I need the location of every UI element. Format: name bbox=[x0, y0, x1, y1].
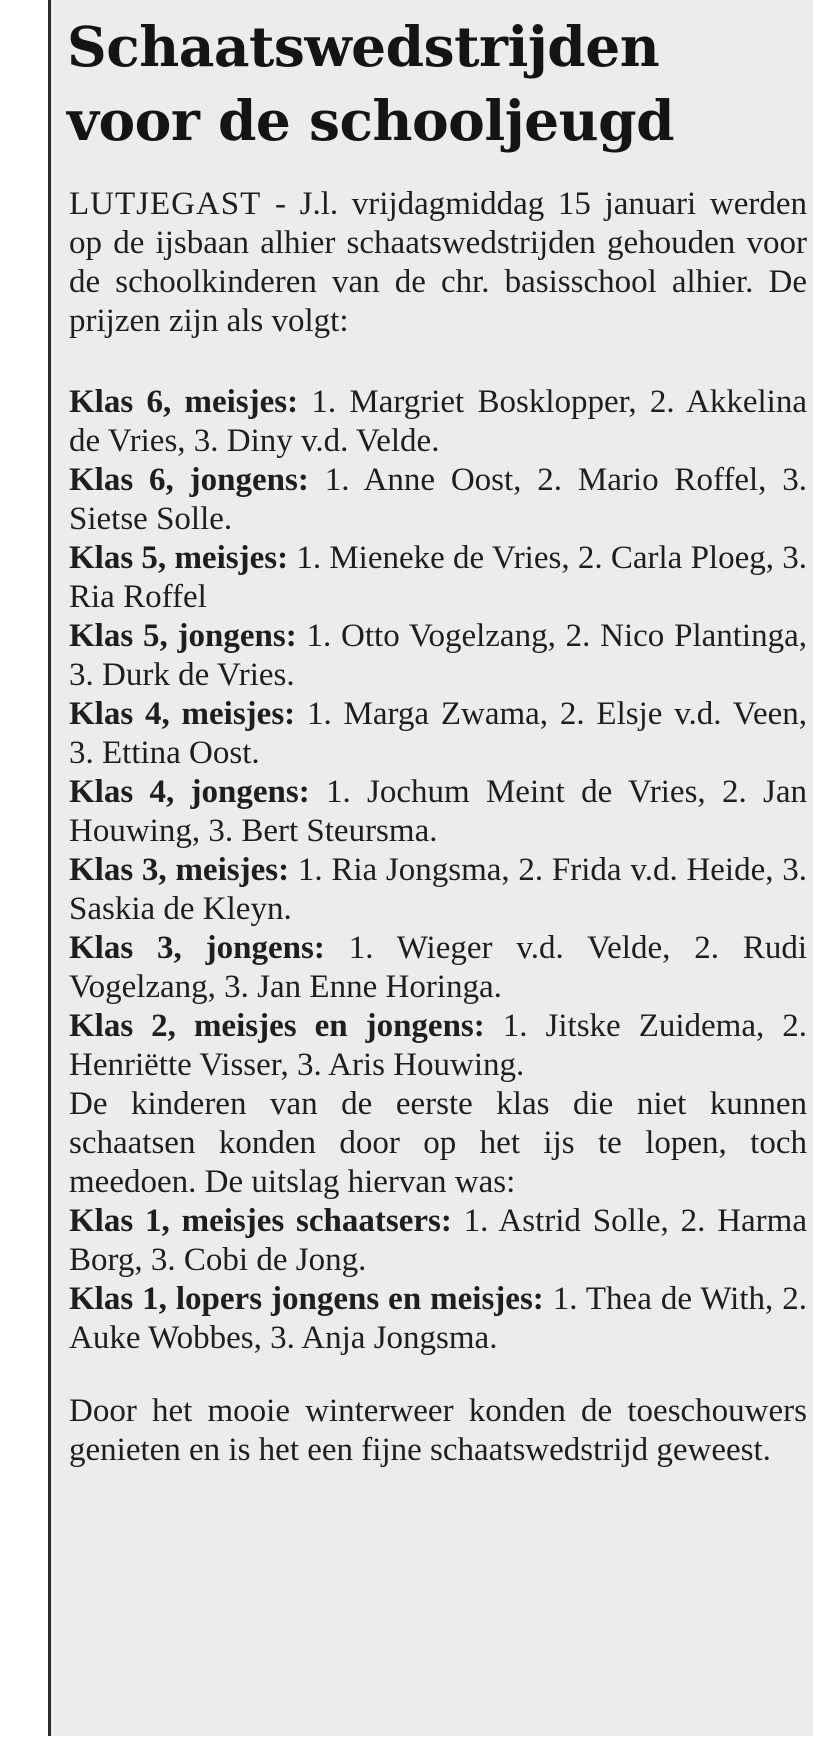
result-category: Klas 5, jongens: bbox=[69, 618, 297, 654]
result-category: Klas 1, lopers jongens en meisjes: bbox=[69, 1281, 544, 1317]
result-category: Klas 6, meisjes: bbox=[69, 384, 299, 420]
intro-text: - J.l. vrijdagmiddag 15 januari werden op de ijsbaan alhier schaatswedstrijden gehouden voor de schoolkinderen van de chr. basisschool alhier. De prijzen zijn als volgt: bbox=[69, 186, 807, 339]
result-winners: 1. Wieger v.d. Velde, 2. Rudi Vogelzang, 3. Jan Enne Horinga. bbox=[69, 930, 807, 1005]
article-headline: Schaatswedstrijden voor de schooljeugd bbox=[67, 14, 675, 153]
article-intro bbox=[69, 185, 807, 341]
result-category: Klas 4, jongens: bbox=[69, 774, 310, 810]
result-klas-4-jongens bbox=[69, 773, 807, 851]
result-klas-1-schaatsers bbox=[69, 1202, 807, 1280]
result-winners: 1. Thea de With, 2. Auke Wobbes, 3. Anja Jongsma. bbox=[69, 1281, 807, 1356]
newspaper-clipping bbox=[48, 0, 813, 1736]
result-klas-3-meisjes bbox=[69, 851, 807, 929]
result-klas-5-meisjes bbox=[69, 539, 807, 617]
result-category: Klas 3, meisjes: bbox=[69, 852, 290, 888]
result-category: Klas 4, meisjes: bbox=[69, 696, 296, 732]
result-winners: 1. Astrid Solle, 2. Harma Borg, 3. Cobi de Jong. bbox=[69, 1203, 807, 1278]
result-klas-5-jongens bbox=[69, 617, 807, 695]
result-category: Klas 6, jongens: bbox=[69, 462, 309, 498]
article-body bbox=[69, 185, 807, 1470]
result-winners: 1. Mieneke de Vries, 2. Carla Ploeg, 3. Ria Roffel bbox=[69, 540, 807, 615]
result-category: Klas 2, meisjes en jongens: bbox=[69, 1008, 485, 1044]
result-category: Klas 1, meisjes schaatsers: bbox=[69, 1203, 452, 1239]
result-winners: 1. Margriet Bosklopper, 2. Akkelina de Vries, 3. Diny v.d. Velde. bbox=[69, 384, 807, 459]
result-klas-6-meisjes bbox=[69, 383, 807, 461]
result-winners: 1. Anne Oost, 2. Mario Roffel, 3. Sietse Solle. bbox=[69, 462, 808, 537]
result-klas-6-jongens bbox=[69, 461, 807, 539]
result-winners: 1. Ria Jongsma, 2. Frida v.d. Heide, 3. Saskia de Kleyn. bbox=[69, 852, 807, 927]
result-klas-2-gemengd bbox=[69, 1007, 807, 1085]
result-winners: 1. Otto Vogelzang, 2. Nico Plantinga, 3. Durk de Vries. bbox=[69, 618, 807, 693]
article-dateline: LUTJEGAST bbox=[69, 186, 262, 222]
result-klas-1-lopers bbox=[69, 1280, 807, 1358]
result-winners: 1. Marga Zwama, 2. Elsje v.d. Veen, 3. Ettina Oost. bbox=[69, 696, 807, 771]
result-category: Klas 3, jongens: bbox=[69, 930, 325, 966]
result-winners: 1. Jochum Meint de Vries, 2. Jan Houwing, 3. Bert Steursma. bbox=[69, 774, 807, 849]
result-category: Klas 5, meisjes: bbox=[69, 540, 289, 576]
result-winners: 1. Jitske Zuidema, 2. Henriëtte Visser, 3. Aris Houwing. bbox=[69, 1008, 807, 1083]
result-klas-3-jongens bbox=[69, 929, 807, 1007]
closing-paragraph: Door het mooie winterweer konden de toeschouwers genieten en is het een fijne schaatswedstrijd geweest. bbox=[69, 1393, 807, 1468]
result-klas-4-meisjes bbox=[69, 695, 807, 773]
first-class-note: De kinderen van de eerste klas die niet kunnen schaatsen konden door op het ijs te lopen, toch meedoen. De uitslag hiervan was: bbox=[69, 1086, 807, 1200]
